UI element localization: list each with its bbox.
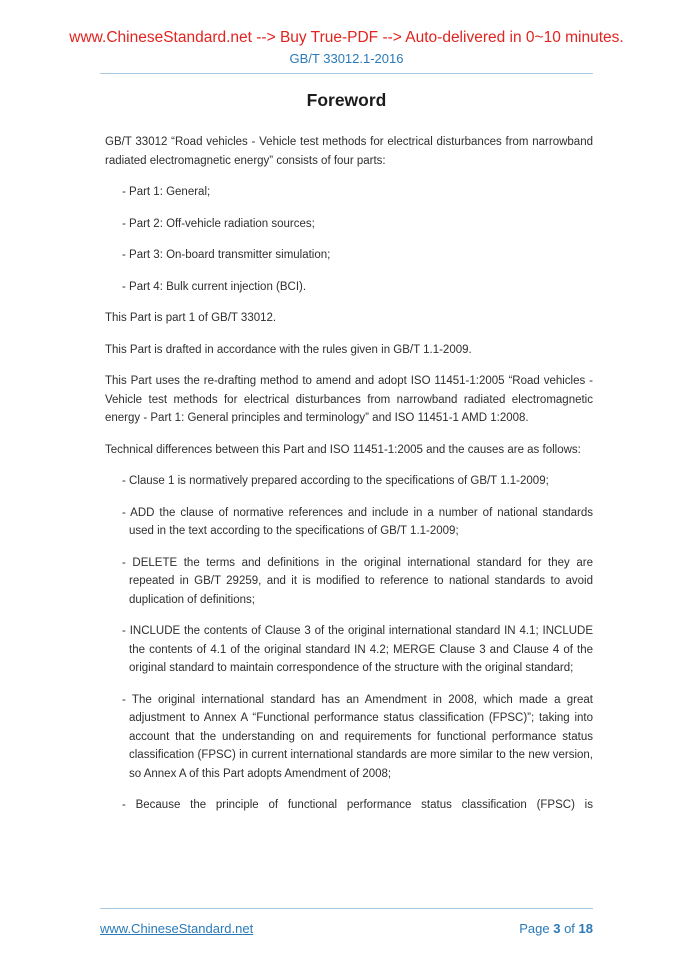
list-item-diff-include: - INCLUDE the contents of Clause 3 of the original international standard IN 4.1; INCLUDE the contents of 4.1 of the original standard IN 4.2; MERGE Clause 3 and Clause 4 of the original standard to maintain correspondence of the structure with the original standard; xyxy=(122,625,593,674)
list-item-part-4: - Part 4: Bulk current injection (BCI). xyxy=(122,280,307,293)
list-item-part-2: - Part 2: Off-vehicle radiation sources; xyxy=(122,217,315,230)
promo-banner-text: www.ChineseStandard.net --> Buy True-PDF --> Auto-delivered in 0~10 minutes. xyxy=(69,29,624,46)
header-divider xyxy=(100,73,593,74)
footer-link[interactable]: www.ChineseStandard.net xyxy=(100,921,254,936)
of-word: of xyxy=(564,921,575,936)
list-item-diff-delete: - DELETE the terms and definitions in the original international standard for they are repeated in GB/T 29259, and it is modified to reference to national standards to avoid duplication of definitions; xyxy=(122,556,593,606)
page-title: Foreword xyxy=(306,90,387,110)
list-item-part-1: - Part 1: General; xyxy=(122,186,211,198)
page-word: Page xyxy=(519,921,550,936)
footer-divider xyxy=(100,908,593,909)
footer xyxy=(100,921,593,937)
page-current-number: 3 xyxy=(553,921,561,936)
list-item-diff-add: - ADD the clause of normative references and include in a number of national standards used in the text according to the specifications of GB/T 1.1-2009; xyxy=(122,506,593,537)
document-body xyxy=(0,110,693,815)
list-item-part-3: - Part 3: On-board transmitter simulation; xyxy=(122,249,331,261)
list-item-diff-amendment: - The original international standard has an Amendment in 2008, which made a great adjustment to Annex A “Functional performance status classification (FPSC)”; taking into account that the understanding on and requirements for functional performance status classification (FPSC) in current international standards are more similar to the new version, so Annex A of this Part adopts Amendment of 2008; xyxy=(122,693,593,780)
paragraph-intro: GB/T 33012 “Road vehicles - Vehicle test methods for electrical disturbances from narrowband radiated electromagnetic energy” consists of four parts: xyxy=(105,136,593,167)
list-item-diff-clause1: - Clause 1 is normatively prepared according to the specifications of GB/T 1.1-2009; xyxy=(122,475,549,487)
page-indicator xyxy=(519,921,593,937)
paragraph-technical-differences: Technical differences between this Part and ISO 11451-1:2005 and the causes are as follows: xyxy=(105,443,581,456)
list-item-diff-because: - Because the principle of functional performance status classification (FPSC) is xyxy=(122,799,593,811)
standard-code: GB/T 33012.1-2016 xyxy=(289,51,404,66)
page-total-number: 18 xyxy=(578,921,593,936)
paragraph-redrafting: This Part uses the re-drafting method to amend and adopt ISO 11451-1:2005 “Road vehicles - Vehicle test methods for electrical disturbances from narrowband radiated electromagnetic energy - Part 1: General principles and terminology” and ISO 11451-1 AMD 1:2008. xyxy=(105,375,593,424)
paragraph-drafted: This Part is drafted in accordance with the rules given in GB/T 1.1-2009. xyxy=(105,343,472,356)
paragraph-part-of: This Part is part 1 of GB/T 33012. xyxy=(105,312,277,324)
